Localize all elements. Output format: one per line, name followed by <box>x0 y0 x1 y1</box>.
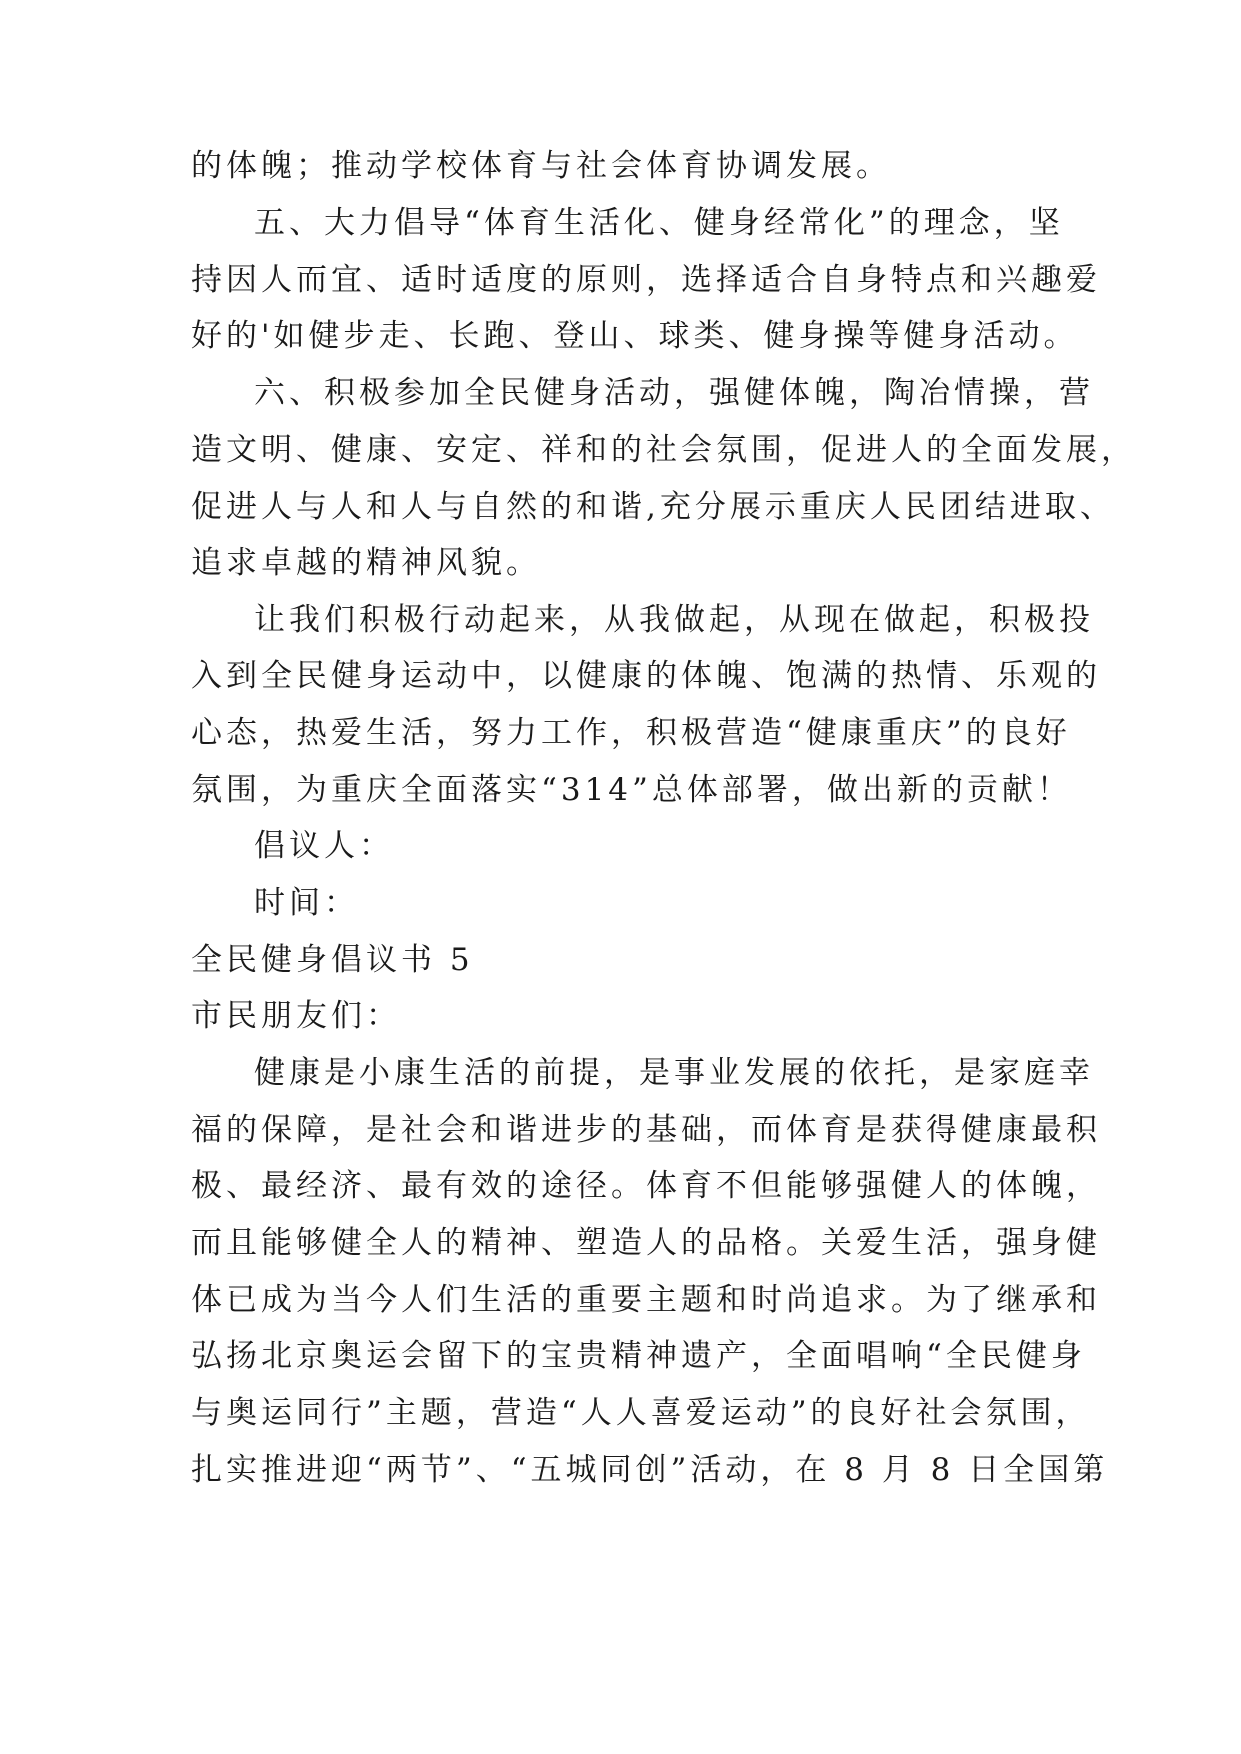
text-line: 好的'如健步走、长跑、登山、球类、健身操等健身活动。 <box>191 318 1079 354</box>
text-line: 扎实推进迎“两节”、“五城同创”活动，在 8 月 8 日全国第 <box>191 1452 1109 1488</box>
text-line: 而且能够健全人的精神、塑造人的品格。关爱生活，强身健 <box>191 1225 1101 1261</box>
paragraph-six-line: 六、积极参加全民健身活动，强健体魄，陶冶情操，营 <box>254 375 1094 411</box>
proposer-label: 倡议人： <box>254 828 394 864</box>
paragraph-health-line: 健康是小康生活的前提，是事业发展的依托，是家庭幸 <box>254 1055 1094 1091</box>
text-line: 的体魄；推动学校体育与社会体育协调发展。 <box>191 148 891 184</box>
call-to-action-line: 让我们积极行动起来，从我做起，从现在做起，积极投 <box>254 602 1094 638</box>
text-line: 福的保障，是社会和谐进步的基础，而体育是获得健康最积 <box>191 1112 1101 1148</box>
text-line: 持因人而宜、适时适度的原则，选择适合自身特点和兴趣爱 <box>191 262 1101 298</box>
text-line: 极、最经济、最有效的途径。体育不但能够强健人的体魄， <box>191 1168 1101 1204</box>
paragraph-five-line: 五、大力倡导“体育生活化、健身经常化”的理念，坚 <box>254 205 1064 241</box>
section-title: 全民健身倡议书 5 <box>191 942 474 978</box>
text-line: 弘扬北京奥运会留下的宝贵精神遗产，全面唱响“全民健身 <box>191 1338 1086 1374</box>
salutation: 市民朋友们： <box>191 998 401 1034</box>
text-line: 与奥运同行”主题，营造“人人喜爱运动”的良好社会氛围， <box>191 1395 1091 1431</box>
date-label: 时间： <box>254 885 359 921</box>
text-line: 心态，热爱生活，努力工作，积极营造“健康重庆”的良好 <box>191 715 1071 751</box>
text-line: 造文明、健康、安定、祥和的社会氛围，促进人的全面发展， <box>191 432 1136 468</box>
text-line: 促进人与人和人与自然的和谐,充分展示重庆人民团结进取、 <box>191 489 1115 525</box>
text-line: 追求卓越的精神风貌。 <box>191 545 541 581</box>
text-line: 氛围，为重庆全面落实“314”总体部署，做出新的贡献！ <box>191 772 1072 808</box>
text-line: 入到全民健身运动中，以健康的体魄、饱满的热情、乐观的 <box>191 658 1101 694</box>
text-line: 体已成为当今人们生活的重要主题和时尚追求。为了继承和 <box>191 1282 1101 1318</box>
